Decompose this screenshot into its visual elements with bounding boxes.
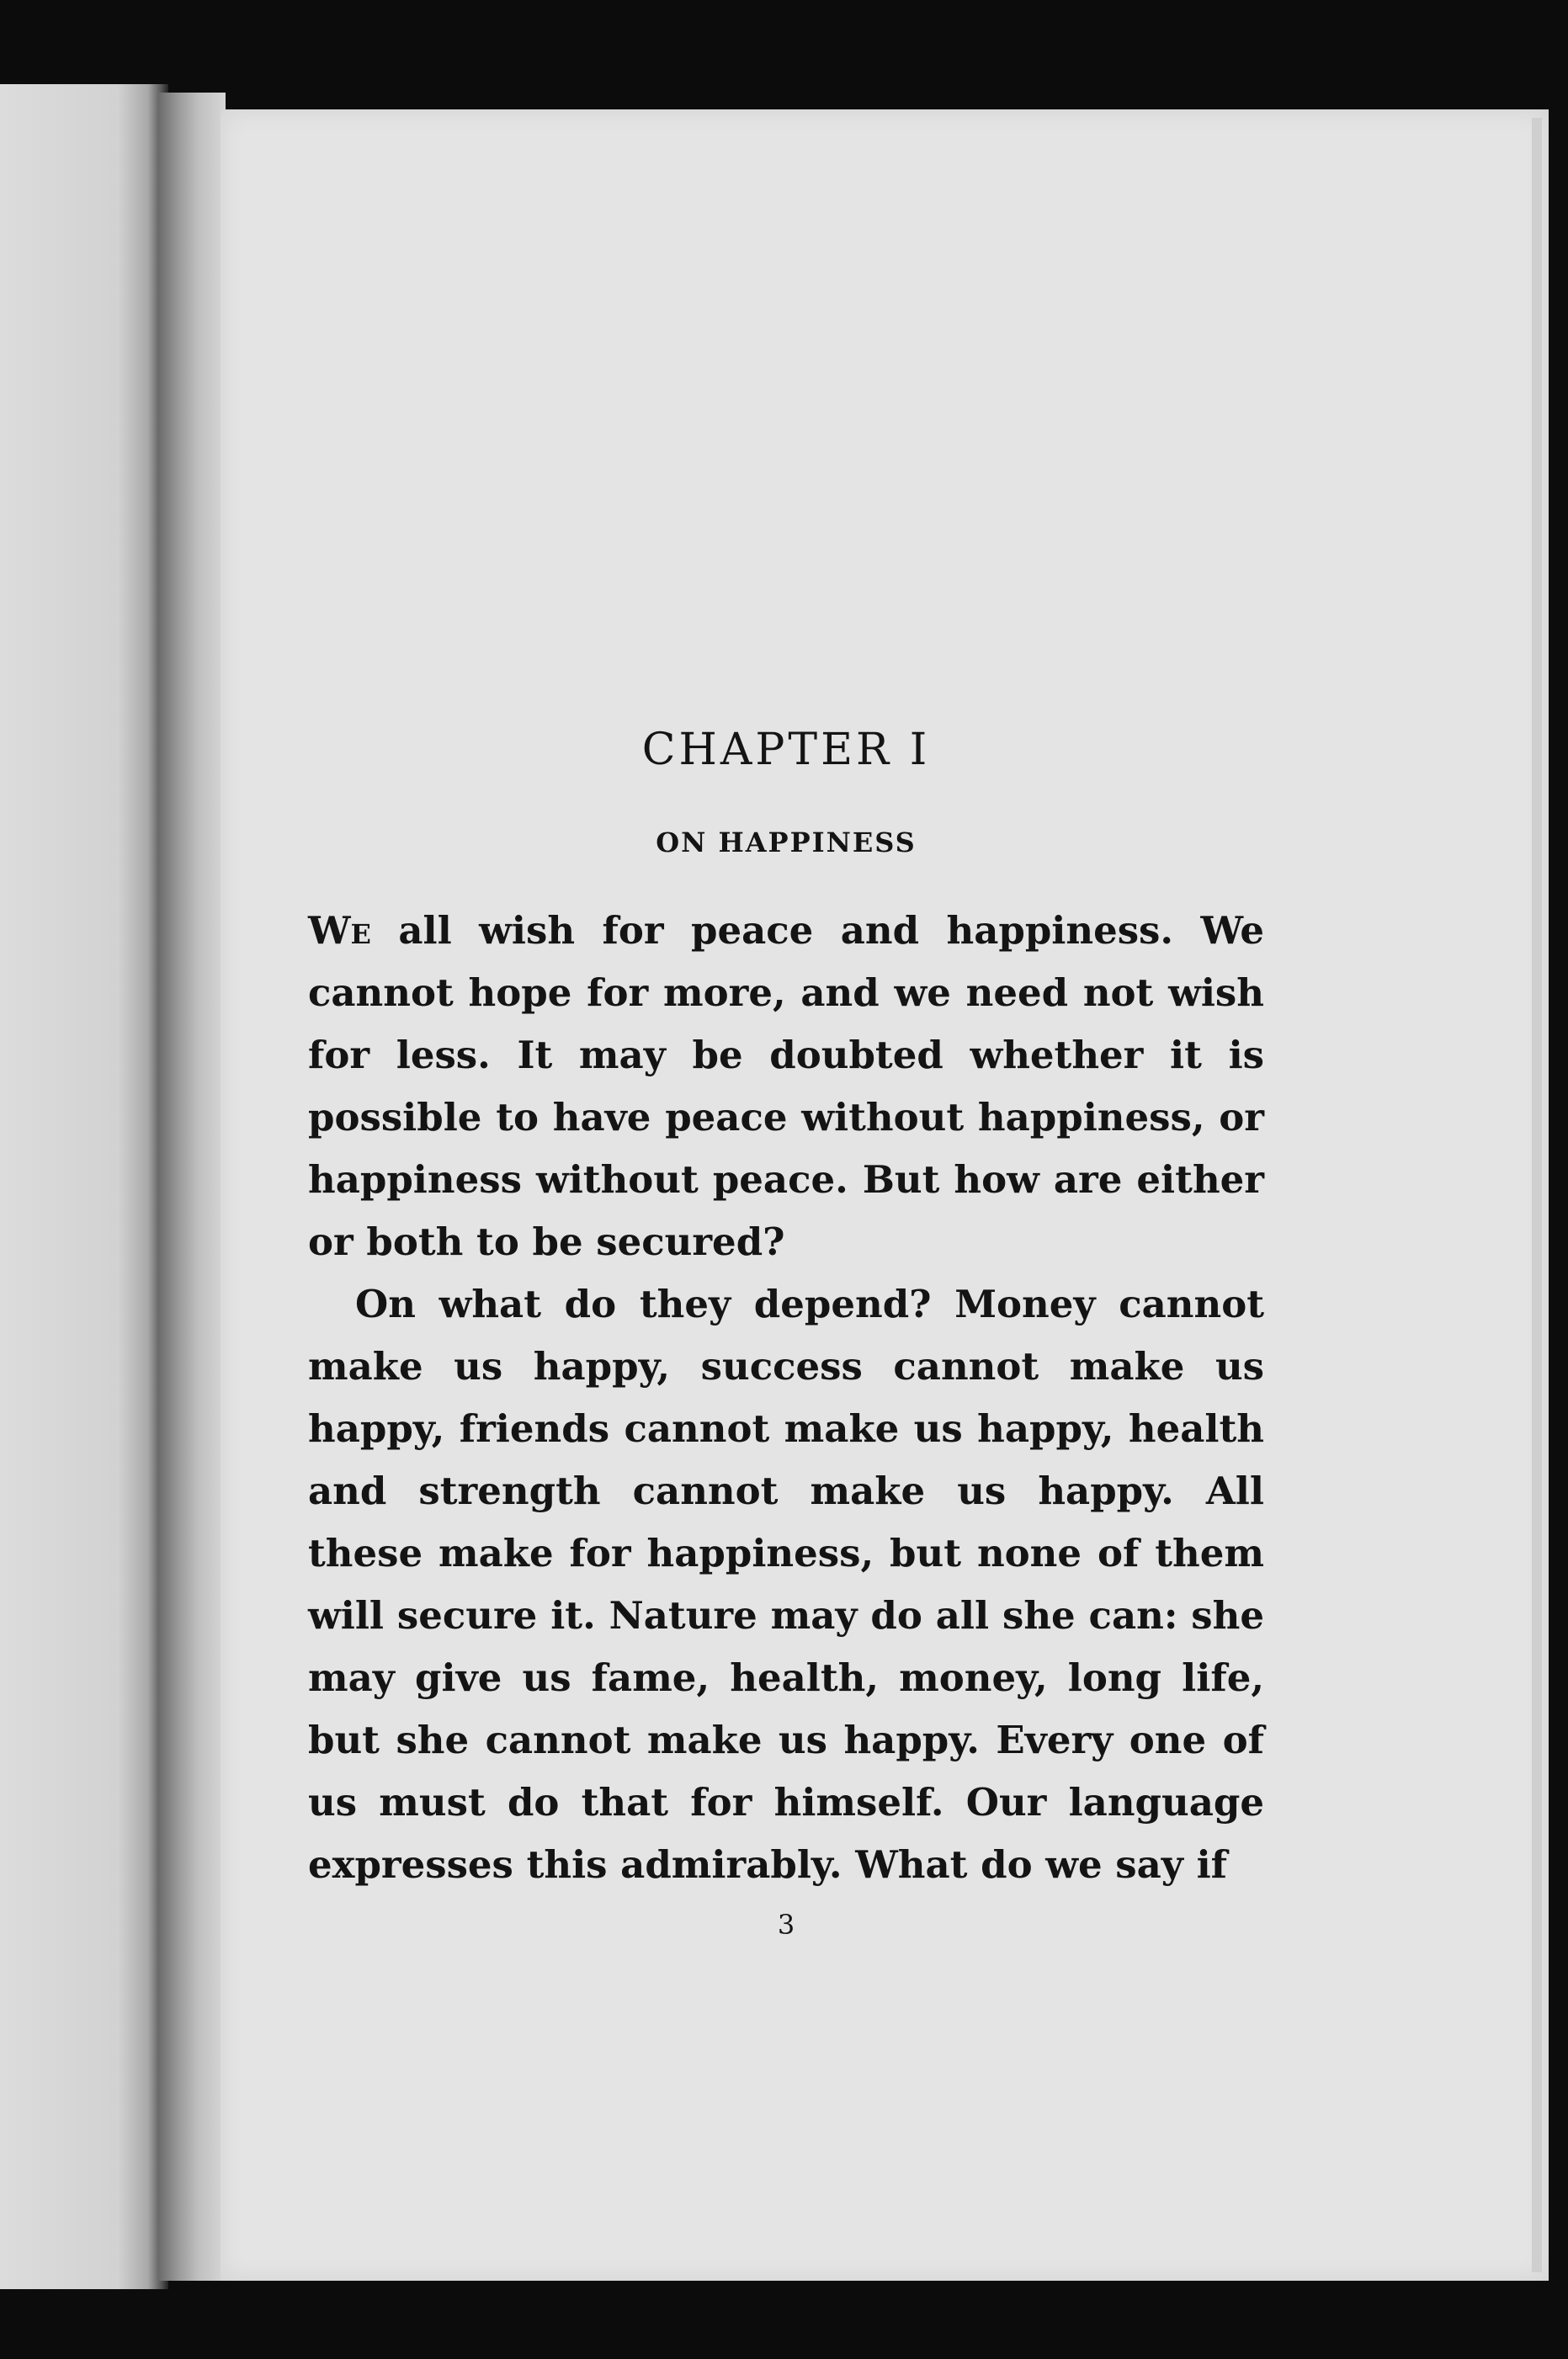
chapter-title: CHAPTER I xyxy=(641,725,931,775)
paragraph-lead: We xyxy=(308,907,371,953)
section-title: ON HAPPINESS xyxy=(656,826,917,859)
paragraph-1 xyxy=(308,900,1264,1273)
page-content xyxy=(308,724,1264,1941)
page-number: 3 xyxy=(777,1908,795,1941)
paragraph-2 xyxy=(308,1273,1264,1896)
paragraph-text: On what do they depend? Money cannot make us happy, success cannot make us happy, friends cannot make us happy, health and strength cannot make us happy. All these make for happiness, but none of them will secure it. Nature may do all she can: she may give us fame, health, money, long life, but she cannot make us happy. Every one of us must do that for himself. Our language expresses this admirably. What do we say if xyxy=(308,1281,1264,1887)
paragraph-text: all wish for peace and happiness. We cannot hope for more, and we need not wish for less. It may be doubted whether it is possible to have peace without happiness, or happiness without peace. But how are either or both to be secured? xyxy=(308,907,1264,1264)
book-spine xyxy=(158,93,226,2281)
previous-page-edge xyxy=(0,84,168,2289)
page-edge xyxy=(1532,118,1542,2272)
